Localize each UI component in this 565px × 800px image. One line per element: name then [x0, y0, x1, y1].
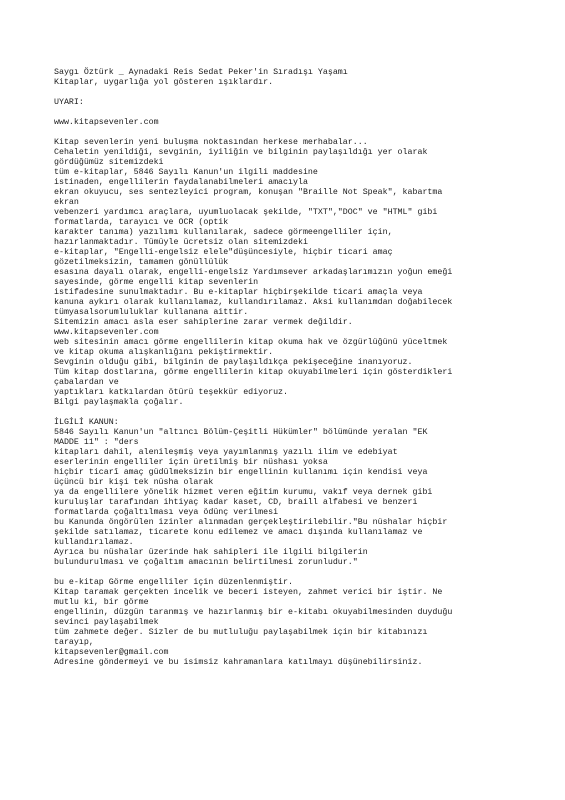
document-text	[54, 68, 524, 668]
text-line: hiçbir ticarî amaç güdülmeksizin bir engellinin kullanımı için kendisi veya	[54, 468, 428, 477]
text-line: kitapsevenler@gmail.com	[54, 648, 169, 657]
text-line: ve kitap okuma alışkanlığını pekiştirmektir.	[54, 348, 274, 357]
text-line: formatlarda, tarayıcı ve OCR (optik	[54, 218, 229, 227]
intro-block	[54, 138, 524, 408]
site-url: www.kitapsevenler.com	[54, 118, 159, 127]
text-line: çabalardan ve	[54, 378, 119, 387]
text-line: kitapları dahil, alenileşmiş veya yayımlanmış yazılı ilim ve edebiyat	[54, 448, 398, 457]
text-line: tarayıp,	[54, 638, 94, 647]
text-line: bu Kanunda öngörülen izinler alınmadan gerçekleştirilebilir."Bu nüshalar hiçbir	[54, 518, 448, 527]
text-line: istifadesine sunulmaktadır. Bu e-kitaplar hiçbirşekilde ticari amaçla veya	[54, 288, 423, 297]
text-line: eserlerinin engelliler için üretilmiş bir nüshası yoksa	[54, 458, 328, 467]
text-line: tüm zahmete değer. Sizler de bu mutluluğu paylaşabilmek için bir kitabınızı	[54, 628, 428, 637]
text-line: hazırlanmaktadır. Tümüyle ücretsiz olan sitemizdeki	[54, 238, 308, 247]
text-line: engellinin, düzgün taranmış ve hazırlanmış bir e-kitabı okuyabilmesinden duyduğu	[54, 608, 453, 617]
text-line: bu e-kitap Görme engelliler için düzenlenmiştir.	[54, 578, 293, 587]
law-title: İLGİLİ KANUN:	[54, 418, 119, 427]
text-line: web sitesinin amacı görme engellilerin kitap okuma hak ve özgürlüğünü yüceltmek	[54, 338, 448, 347]
text-line: formatlarda çoğaltılması veya ödünç verilmesi	[54, 508, 279, 517]
text-line: istinaden, engellilerin faydalanabilmeleri amacıyla	[54, 178, 308, 187]
text-line: yaptıkları katkılardan ötürü teşekkür ediyoruz.	[54, 388, 289, 397]
text-line: Kitap taramak gerçekten incelik ve beceri isteyen, zahmet verici bir iştir. Ne	[54, 588, 443, 597]
text-line: gözetilmeksizin, tamamen gönüllülük	[54, 258, 229, 267]
text-line: ekran okuyucu, ses sentezleyici program, konuşan "Braille Not Speak", kabartma	[54, 188, 443, 197]
text-line: Bilgi paylaşmakla çoğalır.	[54, 398, 184, 407]
text-line: www.kitapsevenler.com	[54, 328, 159, 337]
text-line: üçüncü bir kişi tek nüsha olarak	[54, 478, 214, 487]
text-line: Cehaletin yenildiği, sevginin, iyiliğin ve bilginin paylaşıldığı yer olarak	[54, 148, 428, 157]
text-line: ekran	[54, 198, 79, 207]
text-line: ya da engellilere yönelik hizmet veren eğitim kurumu, vakıf veya dernek gibi	[54, 488, 433, 497]
text-line: gördüğümüz sitemizdeki	[54, 158, 164, 167]
text-line: Adresine göndermeyi ve bu isimsiz kahramanlara katılmayı düşünebilirsiniz.	[54, 658, 423, 667]
text-line: şekilde satılamaz, ticarete konu edilemez ve amacı dışında kullanılamaz ve	[54, 528, 423, 537]
text-line: MADDE 11" : "ders	[54, 438, 139, 447]
text-line: kanuna aykırı olarak kullanılamaz, kullandırılamaz. Aksi kullanımdan doğabilecek	[54, 298, 453, 307]
text-line: sayesinde, görme engelli kitap sevenlerin	[54, 278, 259, 287]
closing-block	[54, 578, 524, 668]
text-line: Kitaplar, uygarlığa yol gösteren ışıklardır.	[54, 78, 274, 87]
text-line: karakter tanıma) yazılımı kullanılarak, sadece görmeengelliler için,	[54, 228, 393, 237]
text-line: bulundurulması ve çoğaltım amacının belirtilmesi zorunludur."	[54, 558, 358, 567]
text-line: kuruluşlar tarafından ihtiyaç kadar kaset, CD, braill alfabesi ve benzeri	[54, 498, 418, 507]
text-line: 5846 Sayılı Kanun'un "altıncı Bölüm-Çeşitli Hükümler" bölümünde yeralan "EK	[54, 428, 428, 437]
warning-title: UYARI:	[54, 98, 84, 107]
text-line: Tüm kitap dostlarına, görme engellilerin kitap okuyabilmeleri için gösterdikleri	[54, 368, 453, 377]
text-line: tüm e-kitaplar, 5846 Sayılı Kanun'un ilgili maddesine	[54, 168, 318, 177]
text-line: Saygı Öztürk _ Aynadaki Reis Sedat Peker'in Sıradışı Yaşamı	[54, 68, 348, 77]
text-line: Ayrıca bu nüshalar üzerinde hak sahipleri ile ilgili bilgilerin	[54, 548, 368, 557]
text-line: esasına dayalı olarak, engelli-engelsiz Yardımsever arkadaşlarımızın yoğun emeği	[54, 268, 453, 277]
text-line: Kitap sevenlerin yeni buluşma noktasından herkese merhabalar...	[54, 138, 368, 147]
text-line: vebenzeri yardımcı araçlara, uyumluolacak şekilde, "TXT","DOC" ve "HTML" gibi	[54, 208, 438, 217]
text-line: sevinci paylaşabilmek	[54, 618, 159, 627]
text-line: Sitemizin amacı asla eser sahiplerine zarar vermek değildir.	[54, 318, 353, 327]
text-line: Sevginin olduğu gibi, bilginin de paylaşıldıkça pekişeceğine inanıyoruz.	[54, 358, 413, 367]
text-line: tümyasalsorumluluklar kullanana aittir.	[54, 308, 249, 317]
header-block	[54, 68, 524, 88]
text-line: kullandırılamaz.	[54, 538, 134, 547]
law-block	[54, 428, 524, 568]
text-line: e-kitaplar, "Engelli-engelsiz elele"düşüncesiyle, hiçbir ticari amaç	[54, 248, 393, 257]
text-line: mutlu ki, bir görme	[54, 598, 149, 607]
